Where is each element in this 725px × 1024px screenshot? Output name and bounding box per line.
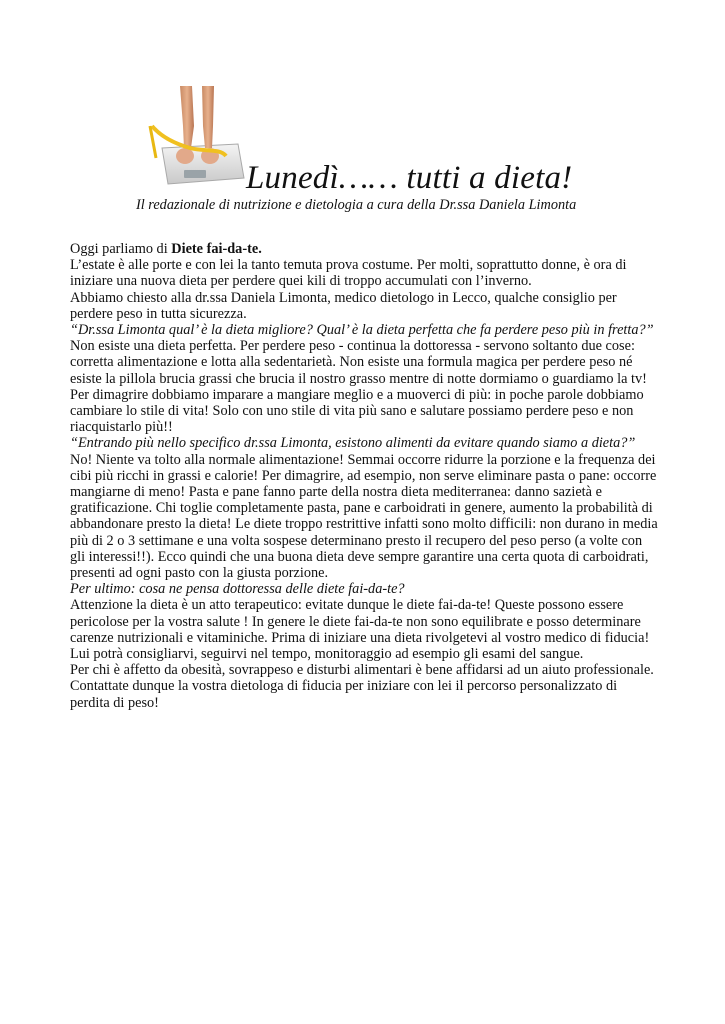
scale-with-feet-icon bbox=[142, 86, 246, 194]
answer-3b: Per chi è affetto da obesità, sovrappeso e disturbi alimentari è bene affidarsi ad un aiuto professionale. Contattate dunque la vostra dietologa di fiducia per iniziare con lei il percorso personalizzato di perdita di peso! bbox=[70, 662, 654, 711]
question-3: Per ultimo: cosa ne pensa dottoressa delle diete fai-da-te? bbox=[70, 581, 405, 598]
answer-1b: Per dimagrire dobbiamo imparare a mangiare meglio e a muoverci di più: in poche parole dobbiamo cambiare lo stile di vita! Solo con uno stile di vita più sano e salutare possiamo perdere peso e non riacquistarlo più!! bbox=[70, 386, 644, 436]
paragraph-1: L’estate è alle porte e con lei la tanto temuta prova costume. Per molti, soprattutto donne, è ora di iniziare una nuova dieta per perdere quei kili di troppo accumulati con l’inverno. bbox=[70, 257, 627, 290]
page-subtitle: Il redazionale di nutrizione e dietologia a cura della Dr.ssa Daniela Limonta bbox=[136, 197, 577, 213]
question-1: “Dr.ssa Limonta qual’ è la dieta migliore? Qual’ è la dieta perfetta che fa perdere peso più in fretta?” bbox=[70, 322, 654, 339]
intro-prefix: Oggi parliamo di bbox=[70, 241, 172, 257]
article-body bbox=[70, 241, 660, 711]
page-title: Lunedì…… tutti a dieta! bbox=[246, 160, 573, 196]
answer-3: Attenzione la dieta è un atto terapeutico: evitate dunque le diete fai-da-te! Queste possono essere pericolose per la vostra salute ! In genere le diete fai-da-te non sono equilibrate e posso determinare carenze nutrizionali e vitaminiche. Prima di iniziare una dieta rivolgetevi al vostro medico di fiducia! Lui potrà consigliarvi, seguirvi nel tempo, monitoraggio ad esempio gli esami del sangue. bbox=[70, 597, 650, 663]
intro-topic: Diete fai-da-te. bbox=[171, 241, 262, 257]
header-image bbox=[142, 86, 246, 194]
paragraph-2: Abbiamo chiesto alla dr.ssa Daniela Limonta, medico dietologo in Lecco, qualche consiglio per perdere peso in tutta sicurezza. bbox=[70, 289, 617, 322]
question-2: “Entrando più nello specifico dr.ssa Limonta, esistono alimenti da evitare quando siamo a dieta?” bbox=[70, 435, 636, 452]
intro-line bbox=[70, 241, 660, 257]
answer-1: Non esiste una dieta perfetta. Per perdere peso - continua la dottoressa - servono soltanto due cose: corretta alimentazione e lotta alla sedentarietà. Non esiste una formula magica per perdere peso né esiste la pillola brucia grassi che brucia il nostro grasso mentre di notte dormiamo o guardiamo la tv! bbox=[70, 338, 647, 387]
answer-2: No! Niente va tolto alla normale alimentazione! Semmai occorre ridurre la porzione e la frequenza dei cibi più ricchi in grassi e calorie! Per dimagrire, ad esempio, non serve eliminare pasta o pane: occorre mangiarne di meno! Pasta e pane fanno parte della nostra dieta mediterranea: danno sazietà e gratificazione. Chi toglie completamente pasta, pane e carboidrati in genere, aumento la probabilità di abbandonare presto la dieta! Le diete troppo restrittive infatti sono molto difficili: non durano in media più di 2 o 3 settimane e una volta sospese determinano presto il recupero del peso perso (a volte con gli interessi!!). Ecco quindi che una buona dieta deve sempre garantire una certa quota di carboidrati, presenti ad ogni pasto con la giusta porzione. bbox=[70, 451, 658, 582]
